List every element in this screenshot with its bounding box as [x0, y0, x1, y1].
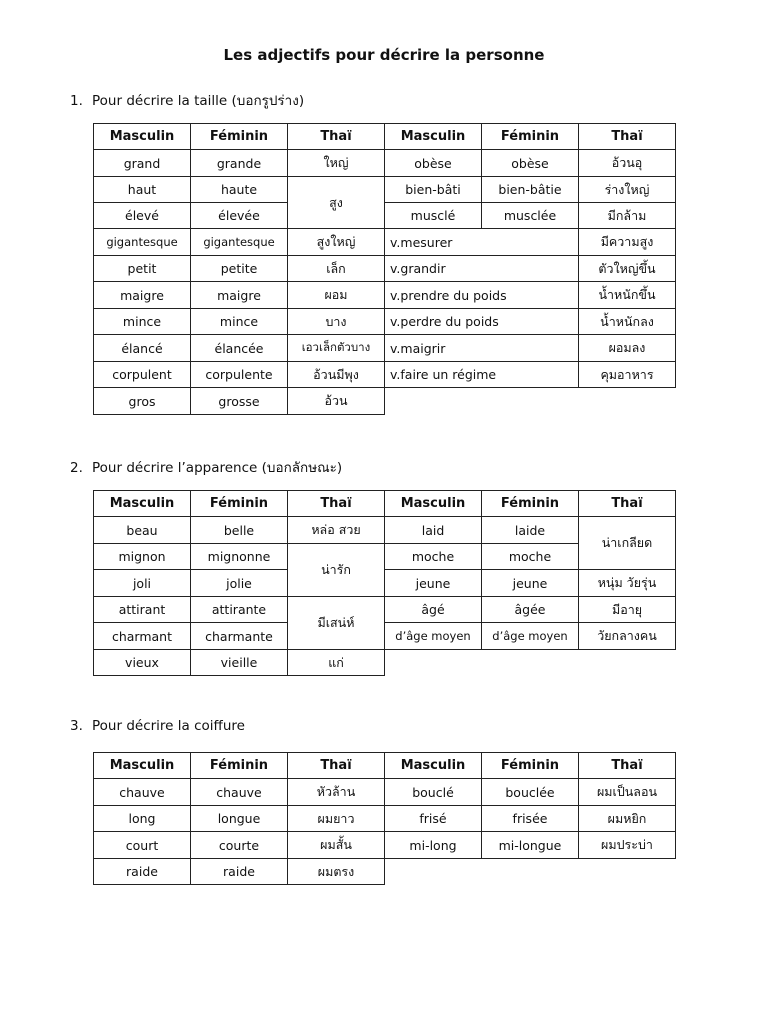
table-row — [94, 203, 676, 229]
feminine-cell: gigantesque — [191, 229, 288, 256]
feminine-cell: jeune — [482, 570, 579, 597]
feminine-cell: maigre — [191, 282, 288, 309]
column-header: Thaï — [288, 753, 385, 779]
masculine-cell: attirant — [94, 597, 191, 623]
feminine-cell: belle — [191, 517, 288, 544]
verb-cell: v.prendre du poids — [385, 282, 579, 309]
masculine-cell: gigantesque — [94, 229, 191, 256]
table-row — [94, 623, 676, 650]
table-row — [94, 806, 676, 832]
feminine-cell: corpulente — [191, 362, 288, 388]
table-row — [94, 335, 676, 362]
thai-cell: ร่างใหญ่ — [579, 177, 676, 203]
section-number: 1. — [70, 93, 83, 109]
column-header: Féminin — [191, 124, 288, 150]
thai-cell: แก่ — [288, 650, 385, 676]
masculine-cell: d’âge moyen — [385, 623, 482, 650]
feminine-cell: d’âge moyen — [482, 623, 579, 650]
column-header: Thaï — [288, 491, 385, 517]
table-row — [94, 517, 676, 544]
thai-cell: น้ำหนักลง — [579, 309, 676, 335]
thai-cell: อ้วนมีพุง — [288, 362, 385, 388]
masculine-cell: moche — [385, 544, 482, 570]
feminine-cell: âgée — [482, 597, 579, 623]
table-row — [94, 832, 676, 859]
feminine-cell: chauve — [191, 779, 288, 806]
thai-cell: มีเสน่ห์ — [288, 597, 385, 650]
masculine-cell: âgé — [385, 597, 482, 623]
thai-cell: สูง — [288, 177, 385, 229]
table-row — [94, 362, 676, 388]
feminine-cell: frisée — [482, 806, 579, 832]
masculine-cell: long — [94, 806, 191, 832]
feminine-cell: attirante — [191, 597, 288, 623]
masculine-cell: maigre — [94, 282, 191, 309]
table-row — [94, 779, 676, 806]
thai-cell: บาง — [288, 309, 385, 335]
masculine-cell: chauve — [94, 779, 191, 806]
thai-cell: น่ารัก — [288, 544, 385, 597]
table-row — [94, 859, 676, 885]
feminine-cell: mi-longue — [482, 832, 579, 859]
masculine-cell: gros — [94, 388, 191, 415]
thai-cell: หล่อ สวย — [288, 517, 385, 544]
masculine-cell: corpulent — [94, 362, 191, 388]
masculine-cell: mince — [94, 309, 191, 335]
feminine-cell: courte — [191, 832, 288, 859]
masculine-cell: grand — [94, 150, 191, 177]
column-header: Thaï — [288, 124, 385, 150]
section-number: 3. — [70, 718, 83, 734]
table-header-row — [94, 124, 676, 150]
column-header: Masculin — [385, 124, 482, 150]
masculine-cell: obèse — [385, 150, 482, 177]
thai-cell: มีอายุ — [579, 597, 676, 623]
thai-cell: ผอมลง — [579, 335, 676, 362]
hairstyle-table — [93, 752, 676, 885]
feminine-cell: raide — [191, 859, 288, 885]
size-table — [93, 123, 676, 415]
feminine-cell: laide — [482, 517, 579, 544]
table-row — [94, 177, 676, 203]
masculine-cell: petit — [94, 256, 191, 282]
table-row — [94, 229, 676, 256]
empty-area — [385, 650, 676, 676]
thai-cell: ผมตรง — [288, 859, 385, 885]
feminine-cell: mince — [191, 309, 288, 335]
thai-cell: วัยกลางคน — [579, 623, 676, 650]
section-title: Pour décrire l’apparence (บอกลักษณะ) — [92, 460, 343, 476]
feminine-cell: haute — [191, 177, 288, 203]
column-header: Thaï — [579, 753, 676, 779]
verb-cell: v.grandir — [385, 256, 579, 282]
masculine-cell: frisé — [385, 806, 482, 832]
column-header: Thaï — [579, 491, 676, 517]
section-number: 2. — [70, 460, 83, 476]
table-row — [94, 597, 676, 623]
thai-cell: หนุ่ม วัยรุ่น — [579, 570, 676, 597]
page-title: Les adjectifs pour décrire la personne — [223, 46, 545, 64]
feminine-cell: musclée — [482, 203, 579, 229]
feminine-cell: bien-bâtie — [482, 177, 579, 203]
feminine-cell: élancée — [191, 335, 288, 362]
feminine-cell: longue — [191, 806, 288, 832]
table-header-row — [94, 491, 676, 517]
thai-cell: น้ำหนักขึ้น — [579, 282, 676, 309]
section-3-heading — [70, 718, 245, 734]
thai-cell: ใหญ่ — [288, 150, 385, 177]
column-header: Masculin — [94, 491, 191, 517]
feminine-cell: bouclée — [482, 779, 579, 806]
feminine-cell: jolie — [191, 570, 288, 597]
thai-cell: หัวล้าน — [288, 779, 385, 806]
column-header: Féminin — [482, 124, 579, 150]
thai-cell: สูงใหญ่ — [288, 229, 385, 256]
masculine-cell: vieux — [94, 650, 191, 676]
section-1-heading — [70, 89, 304, 111]
feminine-cell: mignonne — [191, 544, 288, 570]
thai-cell: มีความสูง — [579, 229, 676, 256]
feminine-cell: moche — [482, 544, 579, 570]
thai-cell: มีกล้าม — [579, 203, 676, 229]
feminine-cell: petite — [191, 256, 288, 282]
masculine-cell: joli — [94, 570, 191, 597]
masculine-cell: court — [94, 832, 191, 859]
feminine-cell: charmante — [191, 623, 288, 650]
feminine-cell: élevée — [191, 203, 288, 229]
verb-cell: v.perdre du poids — [385, 309, 579, 335]
thai-cell: เอวเล็กตัวบาง — [288, 335, 385, 362]
column-header: Masculin — [94, 753, 191, 779]
table-row — [94, 388, 676, 415]
table-header-row — [94, 753, 676, 779]
thai-cell: คุมอาหาร — [579, 362, 676, 388]
masculine-cell: beau — [94, 517, 191, 544]
empty-area — [385, 388, 676, 415]
table-row — [94, 150, 676, 177]
section-title: Pour décrire la taille (บอกรูปร่าง) — [92, 93, 305, 109]
masculine-cell: élevé — [94, 203, 191, 229]
table-row — [94, 256, 676, 282]
thai-cell: ผอม — [288, 282, 385, 309]
section-2-heading — [70, 456, 342, 478]
thai-cell: อ้วนอุ — [579, 150, 676, 177]
masculine-cell: mi-long — [385, 832, 482, 859]
feminine-cell: obèse — [482, 150, 579, 177]
masculine-cell: mignon — [94, 544, 191, 570]
column-header: Féminin — [482, 753, 579, 779]
column-header: Masculin — [385, 491, 482, 517]
thai-cell: ผมหยิก — [579, 806, 676, 832]
thai-cell: ตัวใหญ่ขึ้น — [579, 256, 676, 282]
feminine-cell: vieille — [191, 650, 288, 676]
thai-cell: ผมสั้น — [288, 832, 385, 859]
table-row — [94, 309, 676, 335]
appearance-table — [93, 490, 676, 676]
table-row — [94, 282, 676, 309]
feminine-cell: grande — [191, 150, 288, 177]
masculine-cell: charmant — [94, 623, 191, 650]
column-header: Thaï — [579, 124, 676, 150]
masculine-cell: laid — [385, 517, 482, 544]
empty-area — [385, 859, 676, 885]
thai-cell: เล็ก — [288, 256, 385, 282]
thai-cell: ผมเป็นลอน — [579, 779, 676, 806]
masculine-cell: haut — [94, 177, 191, 203]
column-header: Féminin — [191, 753, 288, 779]
masculine-cell: musclé — [385, 203, 482, 229]
verb-cell: v.maigrir — [385, 335, 579, 362]
thai-cell: น่าเกลียด — [579, 517, 676, 570]
feminine-cell: grosse — [191, 388, 288, 415]
table-row — [94, 570, 676, 597]
masculine-cell: raide — [94, 859, 191, 885]
verb-cell: v.mesurer — [385, 229, 579, 256]
thai-cell: ผมยาว — [288, 806, 385, 832]
masculine-cell: bouclé — [385, 779, 482, 806]
column-header: Masculin — [385, 753, 482, 779]
column-header: Masculin — [94, 124, 191, 150]
masculine-cell: jeune — [385, 570, 482, 597]
masculine-cell: bien-bâti — [385, 177, 482, 203]
verb-cell: v.faire un régime — [385, 362, 579, 388]
column-header: Féminin — [482, 491, 579, 517]
section-title: Pour décrire la coiffure — [92, 718, 245, 734]
column-header: Féminin — [191, 491, 288, 517]
thai-cell: อ้วน — [288, 388, 385, 415]
thai-cell: ผมประบ่า — [579, 832, 676, 859]
table-row — [94, 650, 676, 676]
masculine-cell: élancé — [94, 335, 191, 362]
